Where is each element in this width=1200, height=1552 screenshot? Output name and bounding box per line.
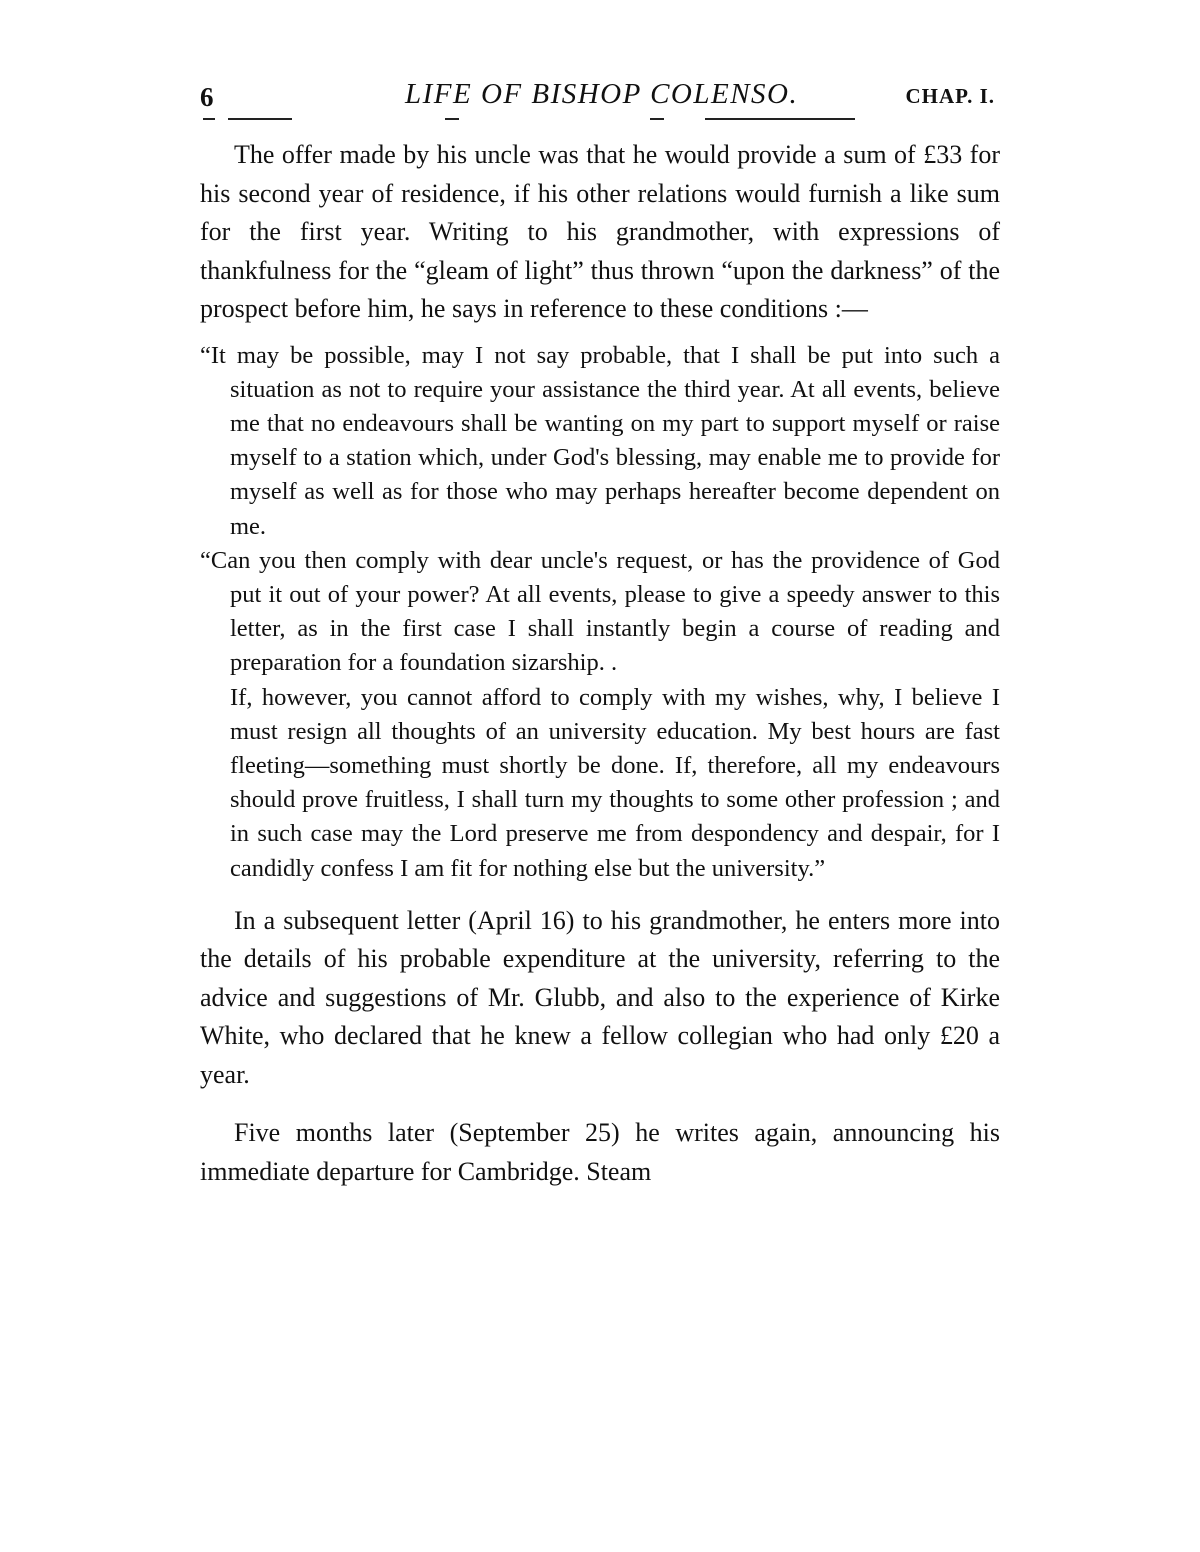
quote-paragraph: “It may be possible, may I not say probable, that I shall be put into such a situation as not to require your assistance the third year. At all events, believe me that no endeavours shall be wanting on my part to support myself or raise myself to a station which, under God's blessing, may enable me to provide for myself as well as for those who may perhaps hereafter become dependent on me. [200,341,1000,540]
paragraph: In a subsequent letter (April 16) to his grandmother, he enters more into the details of his probable expenditure at the university, referring to the advice and suggestions of Mr. Glubb, and also to the experience of Kirke White, who declared that he knew a fellow collegian who had only £20 a year. [200,905,1000,1089]
chapter-label: CHAP. I. [905,84,995,108]
running-title: LIFE OF BISHOP COLENSO. [405,78,799,110]
header-rule [203,118,215,120]
header-rule [445,118,459,120]
paragraph: The offer made by his uncle was that he would provide a sum of £33 for his second year of residence, if his other relations would furnish a like sum for the first year. Writing to his grandmother, with expressions of thankfulness for the “gleam of light” thus thrown “upon the darkness” of the prospect before him, he says in reference to these conditions :— [200,140,1000,323]
letter-quotation [200,339,1000,886]
header-rule [650,118,664,120]
body-text [200,136,1000,1191]
quote-paragraph: If, however, you cannot afford to comply with my wishes, why, I believe I must resign all thoughts of an university education. My best hours are fast fleeting—something must shortly be done. If, therefore, all my endeavours should prove fruitless, I shall turn my thoughts to some other profession ; and in such case may the Lord preserve me from despondency and despair, for I candidly confess I am fit for nothing else but the university.” [230,683,1000,882]
page-header [200,78,1000,118]
header-rule [705,118,855,120]
page-number: 6 [200,82,214,112]
header-rule [228,118,292,120]
quote-paragraph: “Can you then comply with dear uncle's request, or has the providence of God put it out of your power? At all events, please to give a speedy answer to this letter, as in the first case I shall instantly begin a course of reading and preparation for a foundation sizarship. . [200,546,1000,677]
paragraph: Five months later (September 25) he writes again, announcing his immediate departure for Cambridge. Steam [200,1118,1000,1186]
